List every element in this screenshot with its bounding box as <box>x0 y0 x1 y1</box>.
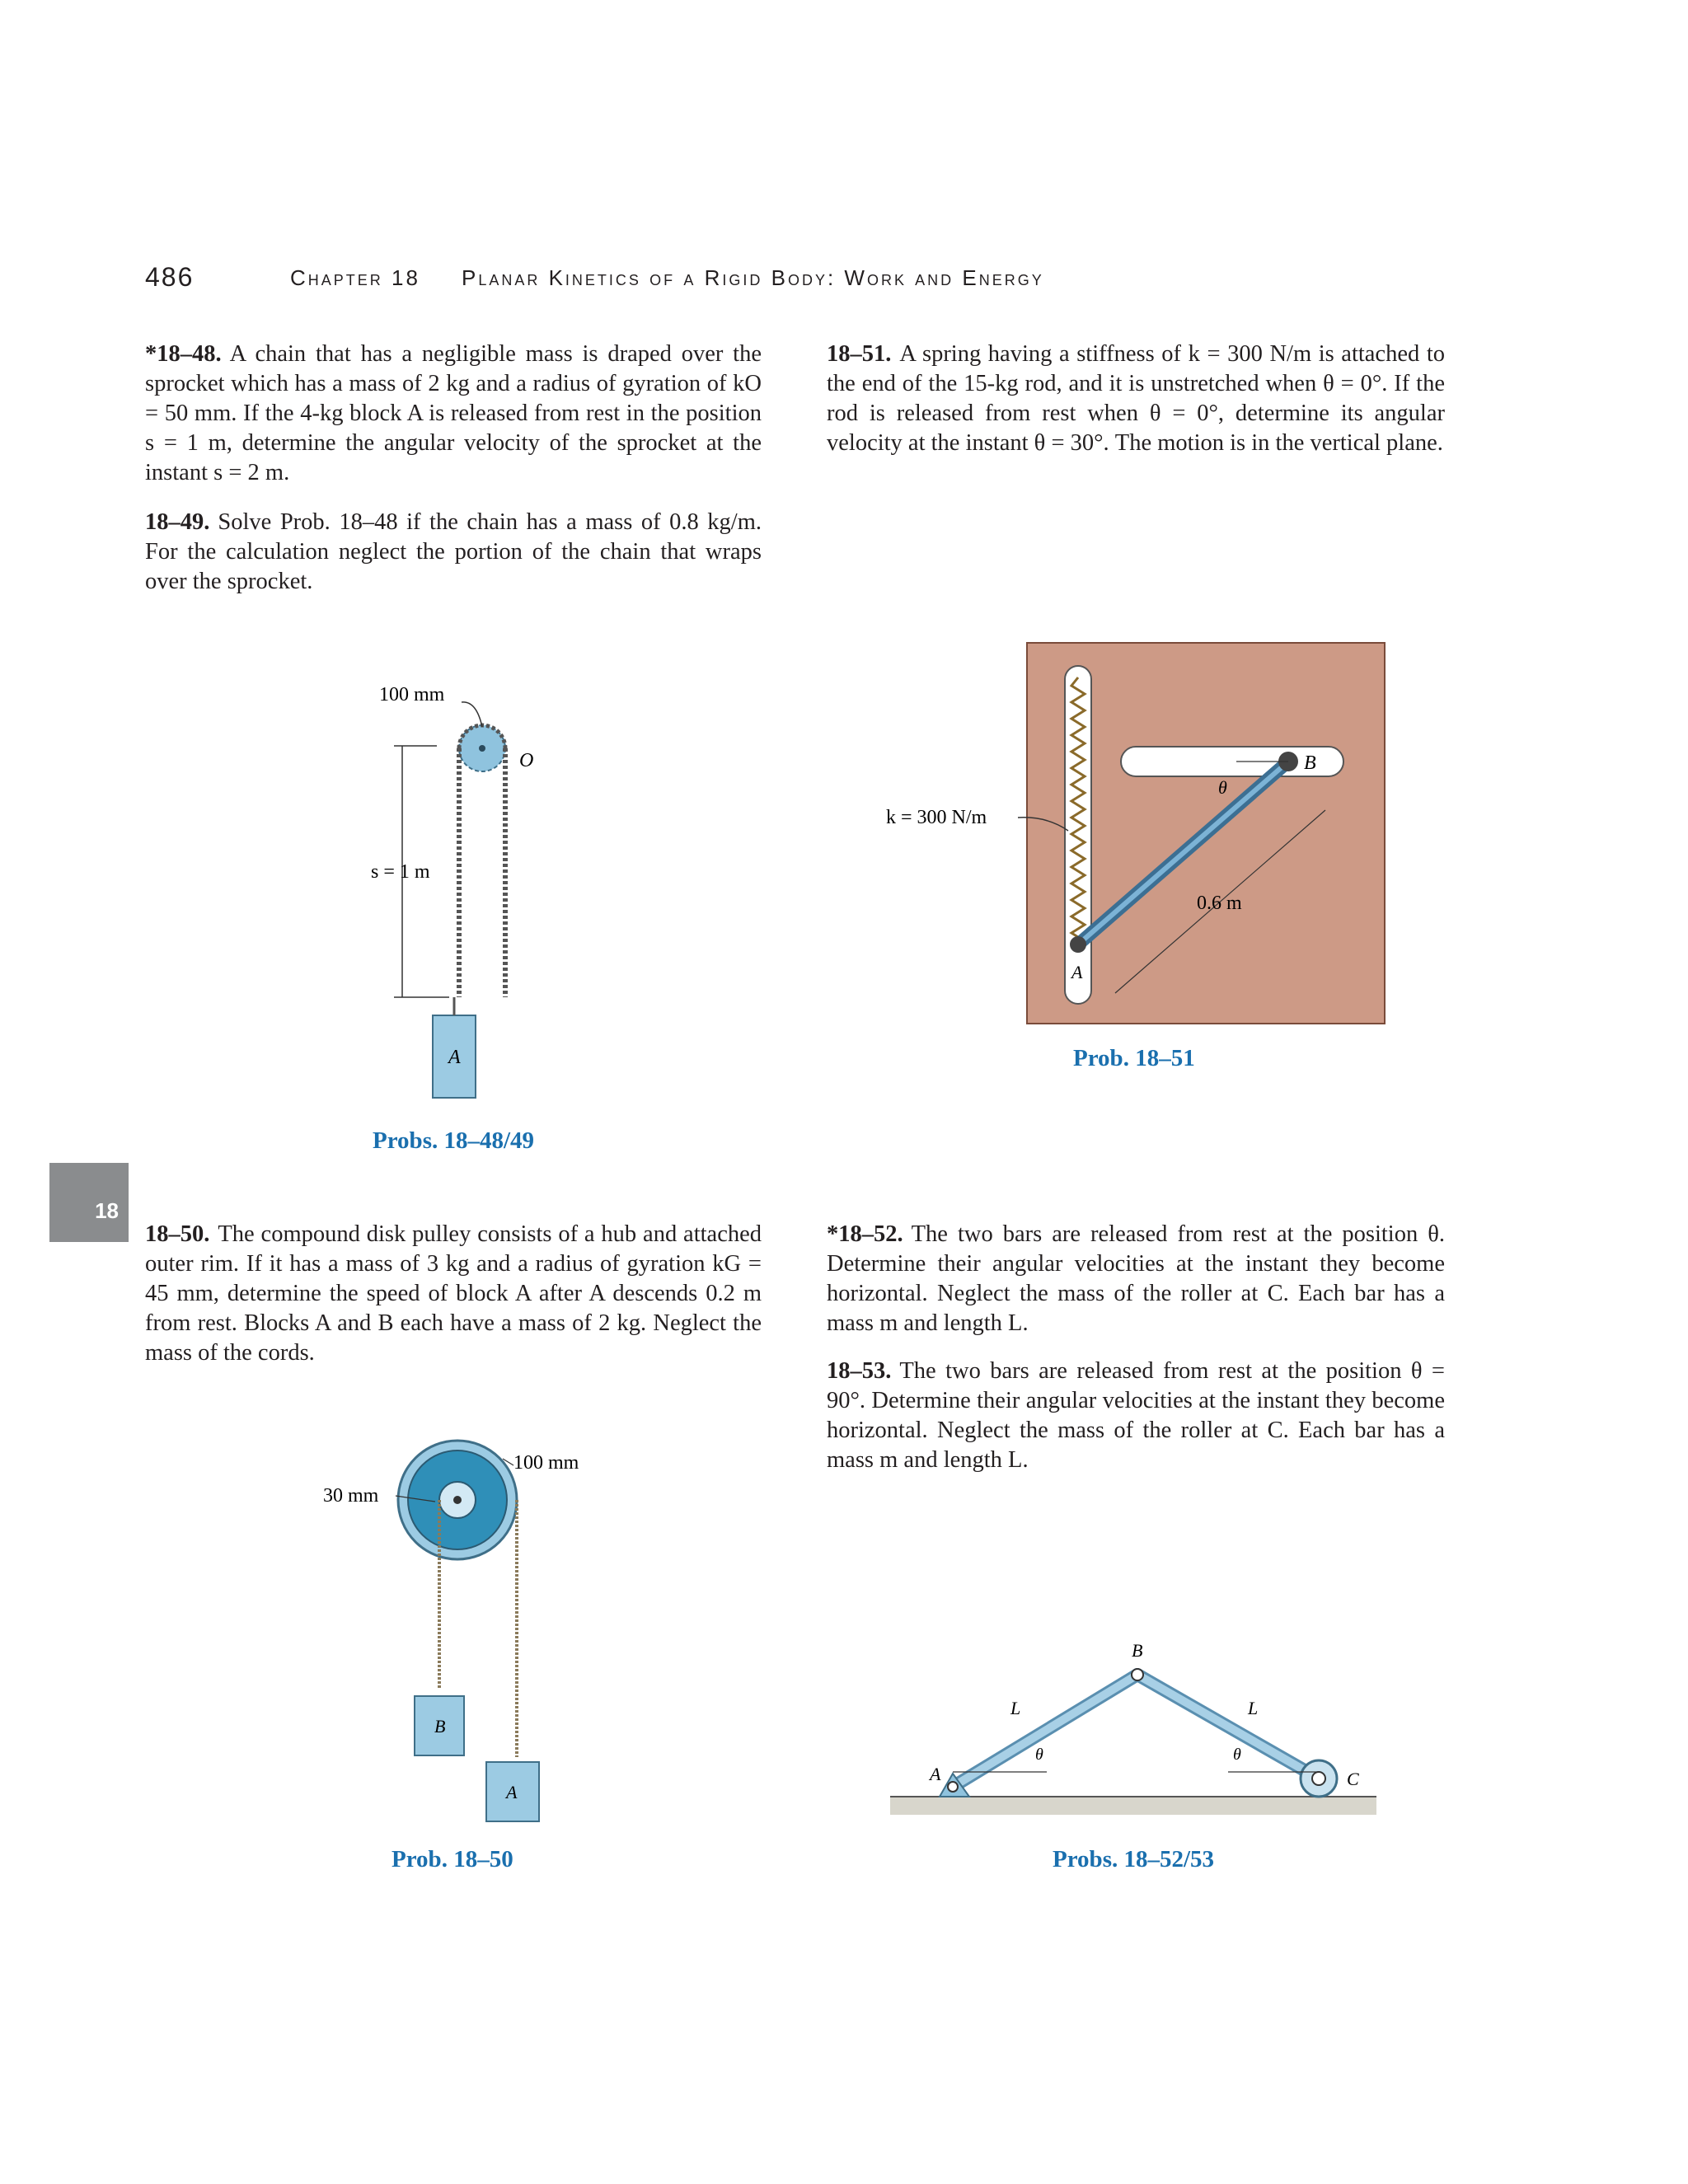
label-length: 0.6 m <box>1197 893 1242 914</box>
label-a: A <box>448 1047 461 1068</box>
label-a: A <box>506 1782 518 1802</box>
problem-text: The compound disk pulley consists of a hub and attached outer rim. If it has a mass of 3 kg and a radius of gyration kG = 45 mm, determine the speed of block A after A descends 0.2 m from rest. Blocks A and B each have a mass of 2 kg. Neglect the mass of the cords. <box>145 1221 762 1366</box>
label-inner-radius: 30 mm <box>323 1485 379 1507</box>
vertical-slot <box>1065 666 1091 1004</box>
problem-text: The two bars are released from rest at the position θ. Determine their angular velocities at the instant they become horizontal. Neglect the mass of the roller at C. Each bar has a mass m and length L. <box>827 1221 1445 1336</box>
label-c: C <box>1347 1769 1359 1789</box>
label-outer-radius: 100 mm <box>513 1452 579 1474</box>
caption-18-51: Prob. 18–51 <box>1073 1045 1195 1071</box>
caption-18-52-53: Probs. 18–52/53 <box>1053 1846 1215 1872</box>
label-theta-left: θ <box>1035 1746 1043 1764</box>
problem-18-53 <box>827 1357 1445 1475</box>
pin-a <box>1070 936 1086 953</box>
label-theta: θ <box>1218 777 1227 798</box>
label-l-right: L <box>1248 1698 1259 1718</box>
label-o: O <box>519 750 534 771</box>
label-radius: 100 mm <box>379 684 445 705</box>
chapter-tab: 18 <box>49 1163 129 1242</box>
caption-18-48-49: Probs. 18–48/49 <box>373 1127 535 1154</box>
label-b: B <box>1304 752 1316 774</box>
label-theta-right: θ <box>1233 1746 1241 1764</box>
problem-number: 18–53. <box>827 1358 892 1384</box>
label-b: B <box>434 1716 446 1736</box>
ground <box>890 1797 1376 1815</box>
problem-number: *18–52. <box>827 1221 903 1247</box>
problem-text: Solve Prob. 18–48 if the chain has a mass of 0.8 kg/m. For the calculation neglect the portion of the chain that wraps over the sprocket. <box>145 509 762 594</box>
problem-18-50 <box>145 1220 762 1368</box>
label-a: A <box>930 1764 941 1784</box>
problem-18-48 <box>145 340 762 488</box>
label-a: A <box>1071 962 1083 982</box>
problem-18-52 <box>827 1220 1445 1338</box>
label-k: k = 300 N/m <box>886 807 987 828</box>
caption-18-50: Prob. 18–50 <box>392 1846 513 1872</box>
chapter-title: Planar Kinetics of a Rigid Body: Work and Energy <box>462 265 1044 290</box>
problem-number: 18–51. <box>827 341 892 367</box>
page-number: 486 <box>145 262 195 292</box>
figure-two-bars <box>890 1632 1385 1830</box>
problem-text: A chain that has a negligible mass is draped over the sprocket which has a mass of 2 kg and a radius of gyration of kO = 50 mm. If the 4-kg block A is released from rest in the position s = 1 m, determine the angular velocity of the sprocket at the instant s = 2 m. <box>145 341 762 485</box>
pin-b <box>1132 1669 1143 1680</box>
problem-text: A spring having a stiffness of k = 300 N/m is attached to the end of the 15-kg rod, and it is unstretched when θ = 0°. If the rod is released from rest when θ = 0°, determine its angular velocity at the instant θ = 30°. The motion is in the vertical plane. <box>827 341 1445 456</box>
problem-text: The two bars are released from rest at the position θ = 90°. Determine their angular velocities at the instant they become horizontal. Neglect the mass of the roller at C. Each bar has a mass m and length L. <box>827 1358 1445 1473</box>
figure-compound-pulley <box>313 1426 610 1838</box>
chapter-label: Chapter 18 <box>290 265 420 290</box>
problem-number: *18–48. <box>145 341 222 367</box>
label-s: s = 1 m <box>371 861 430 883</box>
figure-rod-spring <box>874 635 1401 1063</box>
problem-18-49 <box>145 508 762 597</box>
problem-number: 18–50. <box>145 1221 210 1247</box>
problem-number: 18–49. <box>145 509 210 535</box>
figure-sprocket-chain <box>346 676 593 1121</box>
problem-18-51 <box>827 340 1445 458</box>
label-b: B <box>1132 1640 1143 1661</box>
label-l-left: L <box>1010 1698 1021 1718</box>
